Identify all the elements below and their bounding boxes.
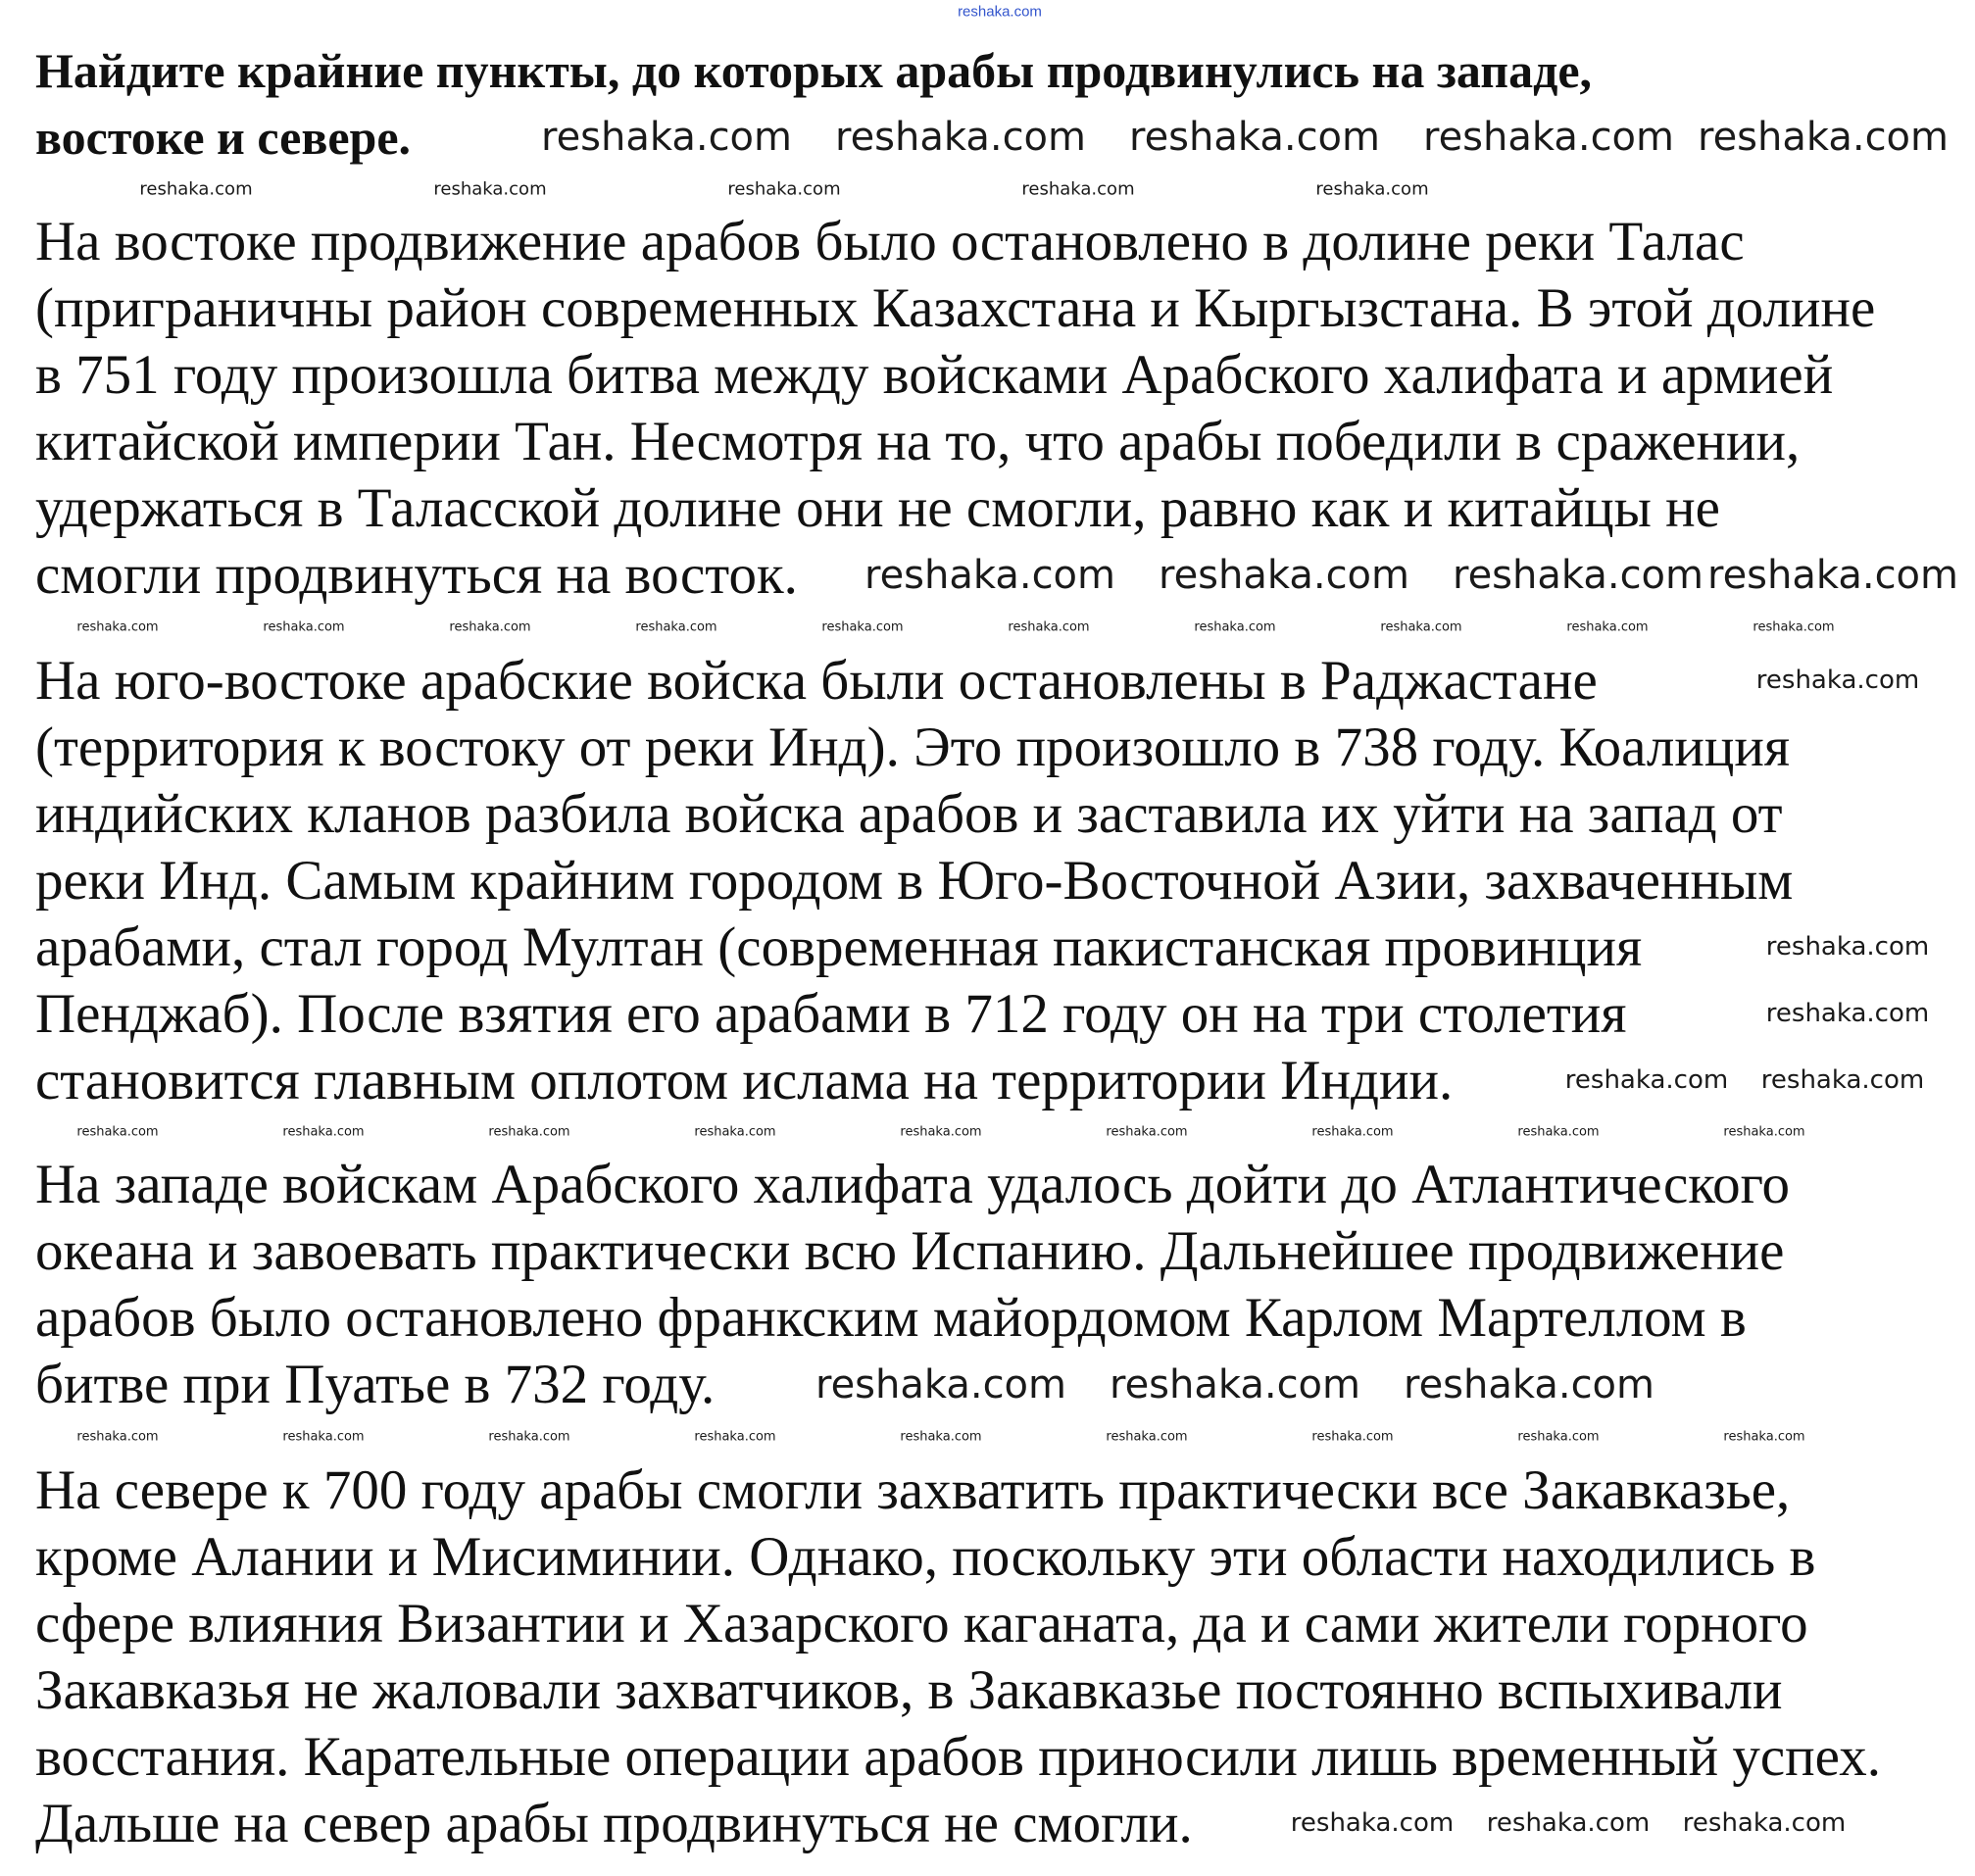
watermark: reshaka.com xyxy=(1760,1065,1925,1096)
watermark: reshaka.com xyxy=(1290,1808,1455,1839)
answer-line: становится главным оплотом ислама на территории Индии. xyxy=(35,1050,1454,1111)
watermark: reshaka.com xyxy=(1311,1429,1394,1445)
answer-line: реки Инд. Самым крайним городом в Юго-Восточной Азии, захваченным xyxy=(35,850,1794,912)
watermark: reshaka.com xyxy=(1423,115,1674,160)
question-heading xyxy=(35,37,1592,171)
watermark: reshaka.com xyxy=(282,1124,365,1140)
question-line: востоке и севере. xyxy=(35,110,412,165)
answer-line: Пенджаб). После взятия его арабами в 712 году он на три столетия xyxy=(35,983,1627,1045)
watermark: reshaka.com xyxy=(635,619,717,635)
answer-line: китайской империи Тан. Несмотря на то, что арабы победили в сражении, xyxy=(35,411,1801,472)
answer-line: индийских кланов разбила войска арабов и заставила их уйти на запад от xyxy=(35,783,1783,845)
answer-line: арабов было остановлено франкским майордомом Карлом Мартеллом в xyxy=(35,1287,1747,1349)
answer-line: арабами, стал город Мултан (современная пакистанская провинция xyxy=(35,916,1643,978)
watermark: reshaka.com xyxy=(1106,1124,1188,1140)
watermark: reshaka.com xyxy=(694,1429,776,1445)
watermark: reshaka.com xyxy=(1404,1362,1654,1407)
answer-line: битве при Пуатье в 732 году. xyxy=(35,1354,716,1415)
watermark: reshaka.com xyxy=(1517,1429,1600,1445)
watermark: reshaka.com xyxy=(488,1429,570,1445)
watermark: reshaka.com xyxy=(1517,1124,1600,1140)
watermark: reshaka.com xyxy=(1723,1124,1805,1140)
watermark: reshaka.com xyxy=(1765,932,1930,963)
answer-line: На севере к 700 году арабы смогли захватить практически все Закавказье, xyxy=(35,1459,1791,1521)
watermark: reshaka.com xyxy=(1129,115,1380,160)
answer-line: На востоке продвижение арабов было остановлено в долине реки Талас xyxy=(35,211,1745,272)
watermark: reshaka.com xyxy=(1453,553,1703,598)
watermark: reshaka.com xyxy=(139,178,253,200)
answer-line: океана и завоевать практически всю Испанию. Дальнейшее продвижение xyxy=(35,1220,1785,1282)
answer-line: смогли продвинуться на восток. xyxy=(35,544,798,606)
watermark: reshaka.com xyxy=(488,1124,570,1140)
watermark: reshaka.com xyxy=(1566,619,1649,635)
watermark: reshaka.com xyxy=(1110,1362,1360,1407)
answer-line: кроме Алании и Мисиминии. Однако, поскольку эти области находились в xyxy=(35,1526,1816,1588)
watermark: reshaka.com xyxy=(1564,1065,1729,1096)
watermark: reshaka.com xyxy=(1311,1124,1394,1140)
answer-line: На западе войскам Арабского халифата удалось дойти до Атлантического xyxy=(35,1154,1791,1215)
watermark: reshaka.com xyxy=(900,1429,982,1445)
watermark: reshaka.com xyxy=(76,1124,159,1140)
answer-line: Закавказья не жаловали захватчиков, в Закавказье постоянно вспыхивали xyxy=(35,1659,1783,1721)
question-line: Найдите крайние пункты, до которых арабы продвинулись на западе, xyxy=(35,43,1593,98)
watermark: reshaka.com xyxy=(282,1429,365,1445)
watermark: reshaka.com xyxy=(1753,619,1835,635)
watermark: reshaka.com xyxy=(449,619,531,635)
watermark: reshaka.com xyxy=(1486,1808,1651,1839)
watermark: reshaka.com xyxy=(1755,666,1920,696)
watermark: reshaka.com xyxy=(1707,553,1958,598)
watermark: reshaka.com xyxy=(1723,1429,1805,1445)
answer-paragraph xyxy=(35,209,1875,609)
watermark: reshaka.com xyxy=(1698,115,1949,160)
watermark: reshaka.com xyxy=(263,619,345,635)
answer-paragraph xyxy=(35,1152,1790,1418)
watermark: reshaka.com xyxy=(900,1124,982,1140)
answer-line: (территория к востоку от реки Инд). Это произошло в 738 году. Коалиция xyxy=(35,716,1791,778)
answer-paragraph xyxy=(35,1457,1881,1857)
watermark: reshaka.com xyxy=(541,115,792,160)
watermark: reshaka.com xyxy=(433,178,547,200)
answer-line: (приграничны район современных Казахстана и Кыргызстана. В этой долине xyxy=(35,277,1876,339)
watermark: reshaka.com xyxy=(815,1362,1066,1407)
answer-line: удержаться в Таласской долине они не смогли, равно как и китайцы не xyxy=(35,477,1720,539)
site-link[interactable]: reshaka.com xyxy=(958,3,1042,21)
watermark: reshaka.com xyxy=(821,619,904,635)
watermark: reshaka.com xyxy=(1315,178,1429,200)
watermark: reshaka.com xyxy=(1106,1429,1188,1445)
answer-line: сфере влияния Византии и Хазарского каганата, да и сами жители горного xyxy=(35,1593,1808,1654)
watermark: reshaka.com xyxy=(1682,1808,1847,1839)
watermark: reshaka.com xyxy=(1765,999,1930,1029)
answer-line: восстания. Карательные операции арабов приносили лишь временный успех. xyxy=(35,1726,1881,1788)
watermark: reshaka.com xyxy=(1159,553,1409,598)
watermark: reshaka.com xyxy=(1008,619,1090,635)
watermark: reshaka.com xyxy=(1380,619,1462,635)
watermark: reshaka.com xyxy=(76,1429,159,1445)
answer-paragraph xyxy=(35,648,1793,1114)
watermark: reshaka.com xyxy=(835,115,1086,160)
watermark: reshaka.com xyxy=(1194,619,1276,635)
answer-line: в 751 году произошла битва между войсками Арабского халифата и армией xyxy=(35,344,1834,406)
watermark: reshaka.com xyxy=(1021,178,1135,200)
watermark: reshaka.com xyxy=(727,178,841,200)
answer-line: На юго-востоке арабские войска были остановлены в Раджастане xyxy=(35,650,1598,712)
watermark: reshaka.com xyxy=(864,553,1115,598)
watermark: reshaka.com xyxy=(694,1124,776,1140)
watermark: reshaka.com xyxy=(76,619,159,635)
answer-line: Дальше на север арабы продвинуться не смогли. xyxy=(35,1793,1193,1854)
